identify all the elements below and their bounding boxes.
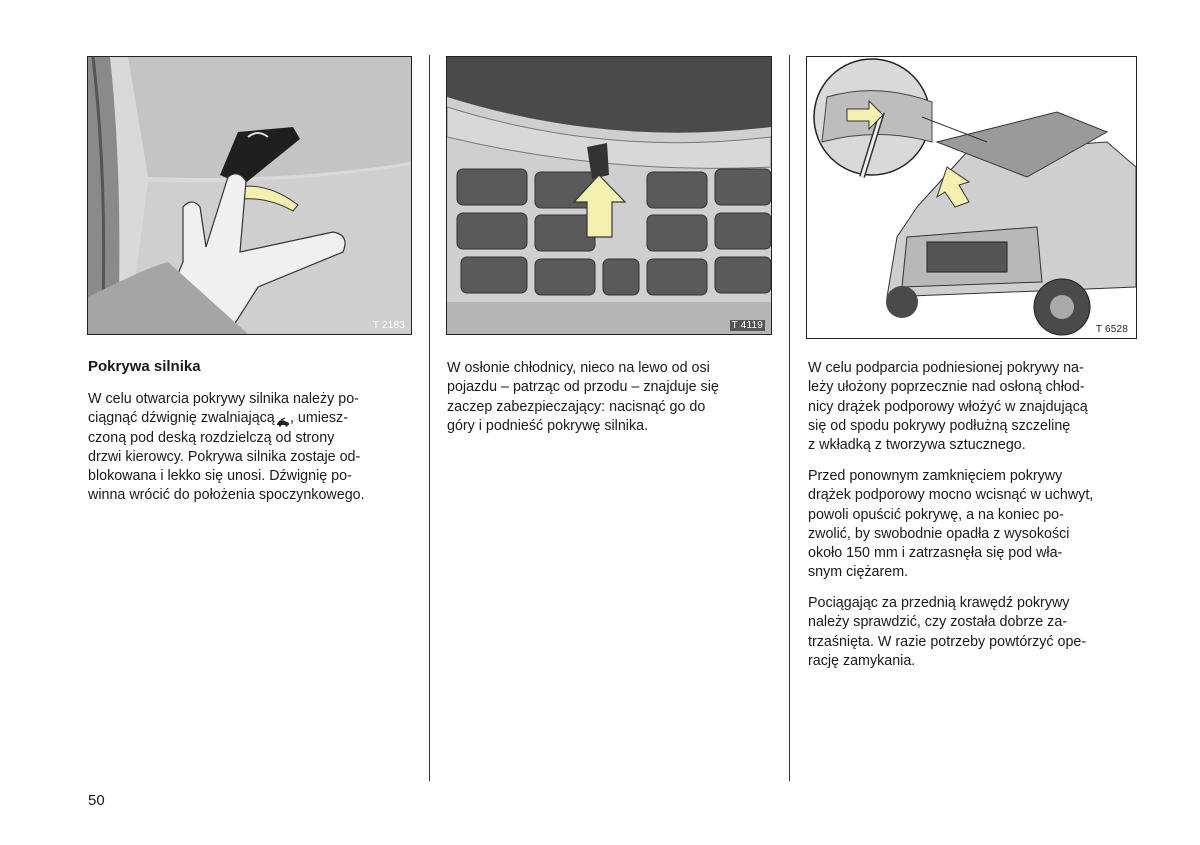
column-divider-right	[789, 55, 790, 781]
figure-bonnet-support-rod	[806, 56, 1137, 339]
figure-code-right: T 6528	[1095, 324, 1128, 335]
hood-release-illustration	[88, 57, 411, 334]
grille-catch-illustration	[447, 57, 771, 334]
col2-paragraph: W osłonie chłodnicy, nieco na lewo od osi pojazdu – patrząc od przodu – znajduje się zaczep zabezpieczający: nacisnąć go do góry i podnieść pokrywę silnika.	[447, 360, 719, 434]
section-heading: Pokrywa silnika	[88, 358, 201, 375]
page-number: 50	[88, 792, 105, 809]
car-bonnet-release-icon	[276, 414, 290, 424]
column-divider-left	[429, 55, 430, 781]
col1-paragraph-rest: , umiesz- czoną pod deską rozdzielczą od strony drzwi kierowcy. Pokrywa silnika zostaje od- blokowana i lekko się unosi. Dźwignię po- winna wrócić do położenia spoczynkowego.	[88, 410, 365, 504]
col1-paragraph	[88, 390, 418, 506]
figure-code-middle: T 4119	[731, 320, 763, 331]
figure-grille-safety-catch	[446, 56, 772, 335]
col3-paragraph-3: Pociągając za przednią krawędź pokrywy należy sprawdzić, czy została dobrze za- trzaśnięta. W razie potrzeby powtórzyć ope- rację zamykania.	[808, 595, 1087, 669]
col3-paragraph-1: W celu podparcia podniesionej pokrywy na- leży ułożony poprzecznie nad osłoną chłod- nicy drążek podporowy włożyć w znajdującą się od spodu pokrywy podłużną szczelinę z wkładką z tworzywa sztucznego.	[808, 360, 1088, 454]
figure-code-left: T 2183	[372, 320, 405, 331]
col3-paragraph-2: Przed ponownym zamknięciem pokrywy drążek podporowy mocno wcisnąć w uchwyt, powoli opuścić pokrywę, a na koniec po- zwolić, by swobodnie opadła z wysokości około 150 mm i zatrzasnęła się pod wła- snym ciężarem.	[808, 468, 1094, 581]
figure-hood-release-lever	[87, 56, 412, 335]
col1-paragraph-start: W celu otwarcia pokrywy silnika należy po- ciągnąć dźwignię zwalniającą	[88, 391, 359, 427]
bonnet-support-illustration	[807, 57, 1136, 338]
